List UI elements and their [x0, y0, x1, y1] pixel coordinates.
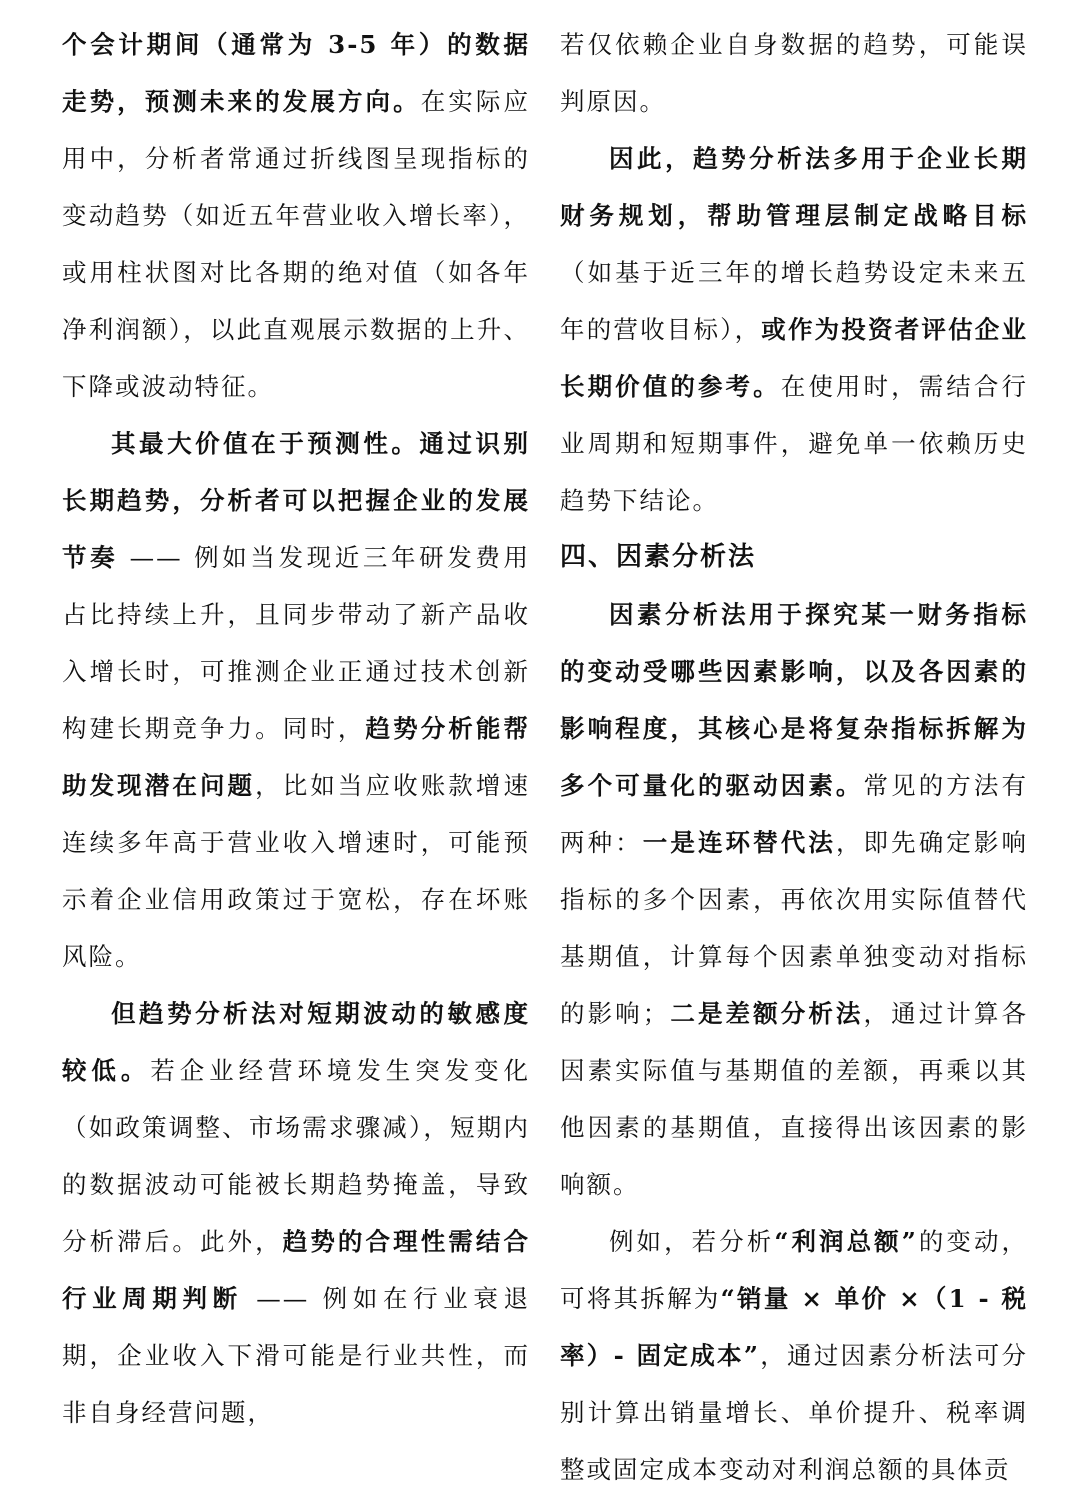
text-run-bold: 因此，趋势分析法多用于企业长期财务规划，帮助管理层制定战略目标 — [560, 144, 1028, 230]
text-run-bold: 趋势分析能帮助发现潜在问题 — [62, 714, 530, 800]
left-paragraph-1 — [62, 16, 530, 415]
text-run: 在实际应用中，分析者常通过折线图呈现指标的变动趋势（如近五年营业收入增长率），或用柱状图对比各期的绝对值（如各年净利润额），以此直观展示数据的上升、下降或波动特征。 — [62, 87, 530, 401]
right-paragraph-4 — [560, 1213, 1028, 1498]
text-run-bold: 或作为投资者评估企业长期价值的参考。 — [560, 315, 1029, 401]
right-column — [560, 16, 1028, 1498]
text-run: —— 例如在行业衰退期，企业收入下滑可能是行业共性，而非自身经营问题， — [62, 1284, 531, 1427]
text-run: ，通过因素分析法可分别计算出销量增长、单价提升、税率调整或固定成本变动对利润总额的具体贡 — [560, 1341, 1028, 1484]
text-run: ，比如当应收账款增速连续多年高于营业收入增速时，可能预示着企业信用政策过于宽松，存在坏账风险。 — [62, 771, 530, 971]
text-run: 若仅依赖企业自身数据的趋势，可能误判原因。 — [560, 30, 1028, 116]
text-run-bold: 个会计期间（通常为 3-5 年）的数据走势，预测未来的发展方向。 — [62, 30, 530, 116]
text-run-bold: 趋势的合理性需结合行业周期判断 — [62, 1227, 530, 1313]
text-run: 若企业经营环境发生突发变化（如政策调整、市场需求骤减），短期内的数据波动可能被长期趋势掩盖，导致分析滞后。此外， — [62, 1056, 531, 1256]
text-run-bold: 一是连环替代法 — [642, 828, 836, 857]
text-run: ，通过计算各因素实际值与基期值的差额，再乘以其他因素的基期值，直接得出该因素的影响额。 — [560, 999, 1028, 1199]
text-run: 常见的方法有两种： — [560, 771, 1028, 857]
text-run: —— 例如当发现近三年研发费用占比持续上升，且同步带动了新产品收入增长时，可推测企业正通过技术创新构建长期竞争力。同时， — [62, 543, 531, 743]
text-run-bold: 但趋势分析法对短期波动的敏感度较低。 — [62, 999, 530, 1085]
text-run: 在使用时，需结合行业周期和短期事件，避免单一依赖历史趋势下结论。 — [560, 372, 1028, 515]
text-run-bold: 因素分析法用于探究某一财务指标的变动受哪些因素影响，以及各因素的影响程度，其核心是将复杂指标拆解为多个可量化的驱动因素。 — [560, 600, 1028, 800]
left-paragraph-3 — [62, 985, 530, 1441]
text-run: 例如，若分析 — [609, 1227, 775, 1256]
section-heading: 四、因素分析法 — [560, 542, 757, 572]
right-paragraph-3 — [560, 586, 1028, 1213]
right-paragraph-2 — [560, 130, 1028, 529]
text-run-bold: “利润总额” — [774, 1227, 918, 1256]
text-run: 的变动，可将其拆解为 — [560, 1227, 1029, 1313]
text-run-bold: 二是差额分析法 — [669, 999, 864, 1028]
text-run: ，即先确定影响指标的多个因素，再依次用实际值替代基期值，计算每个因素单独变动对指标的影响； — [560, 828, 1028, 1028]
text-run: （如基于近三年的增长趋势设定未来五年的营收目标）， — [560, 258, 1028, 344]
left-column — [62, 16, 530, 1441]
text-run-bold: 其最大价值在于预测性。通过识别长期趋势，分析者可以把握企业的发展节奏 — [62, 429, 530, 572]
left-paragraph-2 — [62, 415, 530, 985]
text-run-bold: “销量 × 单价 ×（1 - 税率）- 固定成本” — [560, 1284, 1029, 1370]
right-paragraph-1 — [560, 16, 1028, 130]
